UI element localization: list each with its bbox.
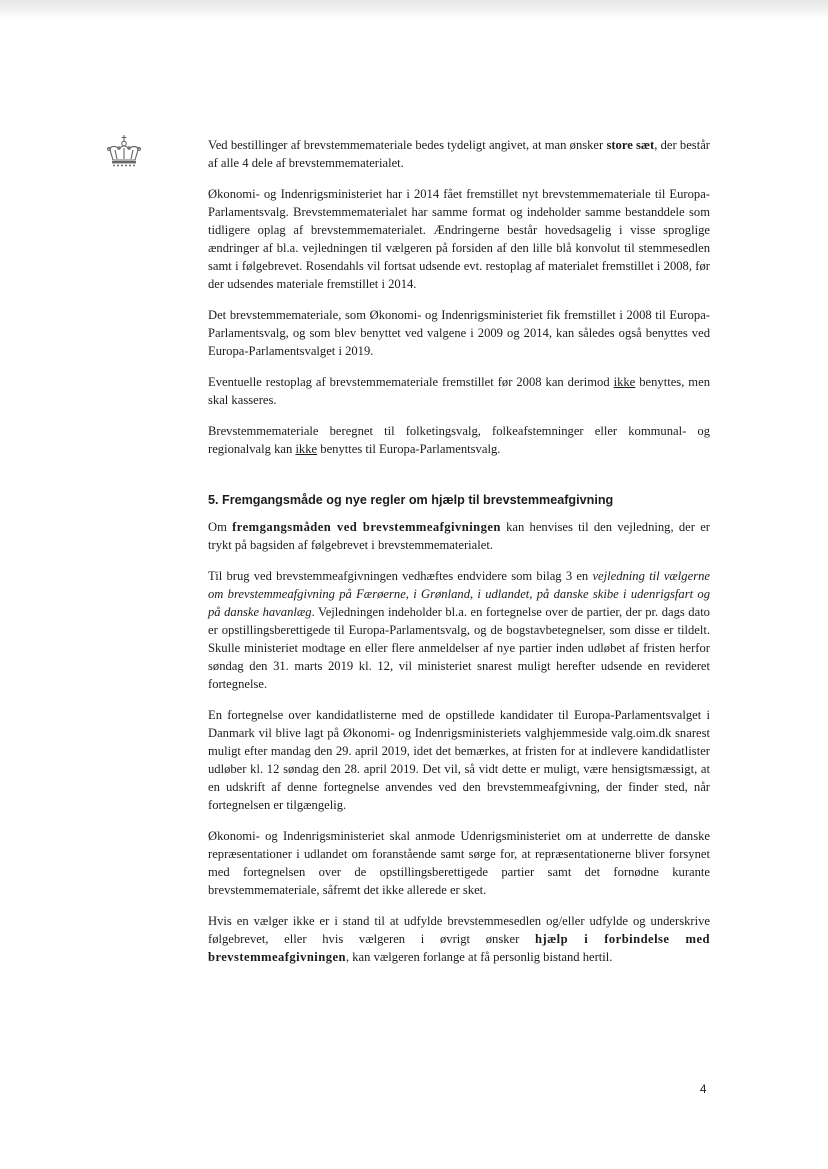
paragraph-other-elections xyxy=(208,422,710,458)
text: Eventuelle restoplag af brevstemmemateriale fremstillet før 2008 kan derimod xyxy=(208,375,614,389)
paragraph-foreign-ministry: Økonomi- og Indenrigsministeriet skal anmode Udenrigsministeriet om at underrette de danske repræsentationer i udlandet om foranstående samt sørge for, at repræsentationerne bliver forsynet med fortegnelsen over de opstillingsberettigede partier samt det fornødne kurante brevstemmemateriale, såfremt det ikke allerede er sket. xyxy=(208,829,710,897)
page-number: 4 xyxy=(700,1084,707,1096)
underlined-text: ikke xyxy=(613,375,636,389)
document-body xyxy=(208,136,710,979)
text: . Vejledningen indeholder bl.a. en fortegnelse over de partier, der pr. dags dato er opstillingsberettigede til Europa-Parlamentsvalg, og de bogstavbetegnelser, som disse er tildelt. Skulle ministeriet modtage en eller flere anmeldelser af nye partier inden udløbet af fristen herfor søndag den 31. marts 2019 kl. 12, vil ministeriet snarest muligt herefter udsende en revideret fortegnelse. xyxy=(208,605,710,691)
paragraph-guide xyxy=(208,567,710,693)
text: Brevstemmemateriale beregnet til folketingsvalg, folkeafstemninger eller kommunal- og regionalvalg kan xyxy=(208,424,710,456)
paragraph-candidate-lists: En fortegnelse over kandidatlisterne med de opstillede kandidater til Europa-Parlamentsvalget i Danmark vil blive lagt på Økonomi- og Indenrigsministeriets valghjemmeside valg.oim.dk snarest muligt efter mandag den 29. april 2019, idet det bemærkes, at fristen for at indlevere kandidatlister udløber kl. 12 søndag den 28. april 2019. Det vil, så vidt dette er muligt, være hensigtsmæssigt, at en udskrift af denne fortegnelse anvendes ved den brevstemmeafgivning, der finder sted, når fortegnelsen er tilgængelig. xyxy=(208,708,710,812)
paragraph-procedure xyxy=(208,518,710,554)
text: Til brug ved brevstemmeafgivningen vedhæftes endvidere som bilag 3 en xyxy=(208,569,593,583)
text: kan henvises til den vejledning, der er trykt på bagsiden af følgebrevet i brevstemmematerialet. xyxy=(208,520,710,552)
paragraph-restoplag xyxy=(208,373,710,409)
text: benyttes, men skal kasseres. xyxy=(208,375,710,407)
text: Ved bestillinger af brevstemmemateriale bedes tydeligt angivet, at man ønsker xyxy=(208,138,607,152)
paragraph-new-material: Økonomi- og Indenrigsministeriet har i 2014 fået fremstillet nyt brevstemmemateriale til Europa-Parlamentsvalg. Brevstemmematerialet har samme format og indeholder samme bestanddele som tidligere oplag af brevstemmematerialet. Ændringerne består hovedsagelig i visse sproglige ændringer af bl.a. vejledningen til vælgeren på forsiden af den lille blå konvolut til stemmesedlen samt i følgebrevet. Rosendahls vil fortsat udsende evt. restoplag af materialet fremstillet i 2008, før der udsendes materiale fremstillet i 2014. xyxy=(208,187,710,291)
bold-text: store sæt xyxy=(606,138,655,152)
paragraph-2008-material: Det brevstemmemateriale, som Økonomi- og Indenrigsministeriet fik fremstillet i 2008 til Europa-Parlamentsvalg, og som blev benyttet ved valgene i 2009 og 2014, kan således også benyttes ved Europa-Parlamentsvalget i 2019. xyxy=(208,308,710,358)
text: benyttes til Europa-Parlamentsvalg. xyxy=(317,442,501,456)
text: Hvis en vælger ikke er i stand til at udfylde brevstemmesedlen og/eller udfylde og underskrive følgebrevet, eller hvis vælgeren i øvrigt ønsker xyxy=(208,914,710,946)
italic-text: vejledning til vælgerne om brevstemmeafgivning på Færøerne, i Grønland, i udlandet, på danske skibe i udenrigsfart og på danske havanlæg xyxy=(208,569,710,619)
bold-text: fremgangsmåden ved brevstemmeafgivningen xyxy=(232,520,501,534)
paragraph-order-info xyxy=(208,136,710,172)
underlined-text: ikke xyxy=(295,442,318,456)
scan-edge xyxy=(0,0,828,18)
text: , der består af alle 4 dele af brevstemmematerialet. xyxy=(208,138,710,170)
bold-text: hjælp i forbindelse med brevstemmeafgivningen xyxy=(208,932,710,964)
crown-icon xyxy=(106,134,142,168)
section-heading: 5. Fremgangsmåde og nye regler om hjælp til brevstemmeafgivning xyxy=(208,493,614,507)
text: , kan vælgeren forlange at få personlig bistand hertil. xyxy=(345,950,613,964)
paragraph-assistance xyxy=(208,912,710,966)
text: Om xyxy=(208,520,233,534)
